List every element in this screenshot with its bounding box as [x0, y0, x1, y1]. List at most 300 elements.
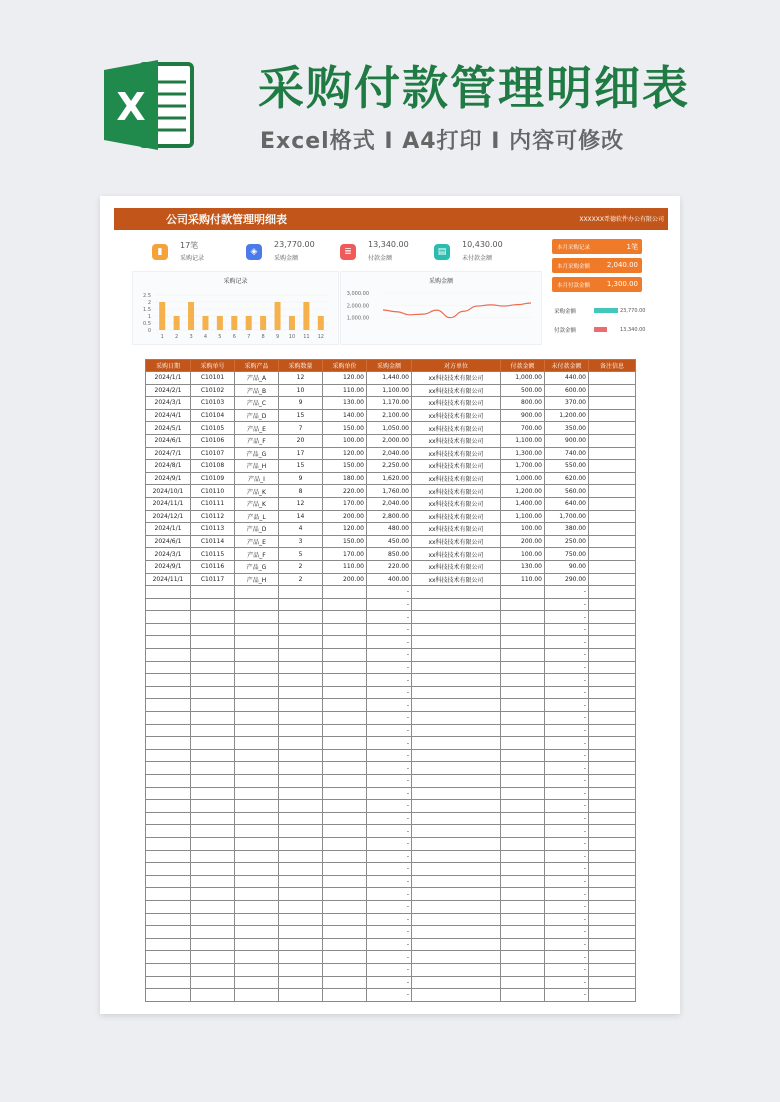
table-cell[interactable]: [279, 737, 323, 750]
table-cell[interactable]: -: [545, 850, 589, 863]
table-cell[interactable]: [146, 699, 191, 712]
table-cell[interactable]: [146, 863, 191, 876]
table-cell[interactable]: [589, 812, 636, 825]
table-cell[interactable]: [235, 775, 279, 788]
table-cell[interactable]: [412, 875, 501, 888]
table-cell[interactable]: 2024/5/1: [146, 422, 191, 435]
table-cell[interactable]: [501, 611, 545, 624]
table-cell[interactable]: C10111: [191, 497, 235, 510]
table-cell[interactable]: [589, 674, 636, 687]
table-cell[interactable]: [146, 900, 191, 913]
table-cell[interactable]: [146, 787, 191, 800]
table-cell[interactable]: 14: [279, 510, 323, 523]
table-cell[interactable]: 2024/10/1: [146, 485, 191, 498]
table-cell[interactable]: 8: [279, 485, 323, 498]
table-cell[interactable]: -: [367, 812, 412, 825]
table-cell[interactable]: [279, 611, 323, 624]
table-cell[interactable]: -: [367, 623, 412, 636]
table-cell[interactable]: 150.00: [323, 460, 367, 473]
table-cell[interactable]: [279, 951, 323, 964]
table-cell[interactable]: [146, 712, 191, 725]
table-cell[interactable]: [589, 913, 636, 926]
table-cell[interactable]: [146, 598, 191, 611]
table-cell[interactable]: [191, 900, 235, 913]
table-cell[interactable]: [235, 649, 279, 662]
table-cell[interactable]: -: [545, 963, 589, 976]
table-cell[interactable]: [191, 699, 235, 712]
table-cell[interactable]: [323, 938, 367, 951]
table-cell[interactable]: 700.00: [501, 422, 545, 435]
table-cell[interactable]: [589, 623, 636, 636]
table-cell[interactable]: 170.00: [323, 497, 367, 510]
table-cell[interactable]: [589, 989, 636, 1002]
table-cell[interactable]: [412, 724, 501, 737]
table-cell[interactable]: 900.00: [545, 434, 589, 447]
table-cell[interactable]: [589, 825, 636, 838]
table-cell[interactable]: [589, 372, 636, 385]
table-cell[interactable]: C10103: [191, 397, 235, 410]
table-cell[interactable]: -: [367, 749, 412, 762]
table-cell[interactable]: 350.00: [545, 422, 589, 435]
table-cell[interactable]: [589, 762, 636, 775]
table-cell[interactable]: 200.00: [323, 573, 367, 586]
table-cell[interactable]: -: [367, 900, 412, 913]
table-cell[interactable]: 150.00: [323, 535, 367, 548]
table-cell[interactable]: [412, 913, 501, 926]
table-cell[interactable]: [191, 749, 235, 762]
table-cell[interactable]: [501, 825, 545, 838]
table-cell[interactable]: C10117: [191, 573, 235, 586]
table-cell[interactable]: [412, 686, 501, 699]
table-cell[interactable]: -: [367, 649, 412, 662]
table-cell[interactable]: -: [367, 699, 412, 712]
table-cell[interactable]: 150.00: [323, 422, 367, 435]
table-cell[interactable]: [235, 863, 279, 876]
table-cell[interactable]: [589, 837, 636, 850]
table-cell[interactable]: -: [545, 989, 589, 1002]
table-cell[interactable]: 2024/12/1: [146, 510, 191, 523]
table-cell[interactable]: [279, 661, 323, 674]
table-cell[interactable]: -: [545, 900, 589, 913]
table-cell[interactable]: [589, 510, 636, 523]
table-cell[interactable]: [146, 875, 191, 888]
table-cell[interactable]: [191, 598, 235, 611]
table-cell[interactable]: [279, 586, 323, 599]
table-cell[interactable]: -: [367, 712, 412, 725]
table-cell[interactable]: [412, 699, 501, 712]
table-cell[interactable]: [146, 674, 191, 687]
table-cell[interactable]: [323, 586, 367, 599]
table-cell[interactable]: [323, 812, 367, 825]
table-cell[interactable]: 1,300.00: [501, 447, 545, 460]
table-cell[interactable]: -: [545, 888, 589, 901]
table-cell[interactable]: 1,620.00: [367, 472, 412, 485]
table-cell[interactable]: [191, 623, 235, 636]
table-cell[interactable]: [323, 888, 367, 901]
table-cell[interactable]: [146, 888, 191, 901]
table-cell[interactable]: xx科技技术有限公司: [412, 422, 501, 435]
table-cell[interactable]: [146, 649, 191, 662]
table-cell[interactable]: [323, 775, 367, 788]
table-cell[interactable]: [279, 976, 323, 989]
table-cell[interactable]: [412, 837, 501, 850]
table-cell[interactable]: [235, 623, 279, 636]
table-cell[interactable]: -: [367, 674, 412, 687]
table-cell[interactable]: [501, 598, 545, 611]
table-cell[interactable]: [235, 724, 279, 737]
table-cell[interactable]: [589, 649, 636, 662]
table-cell[interactable]: 130.00: [501, 560, 545, 573]
table-cell[interactable]: [323, 636, 367, 649]
table-cell[interactable]: [235, 699, 279, 712]
table-cell[interactable]: -: [545, 875, 589, 888]
table-cell[interactable]: -: [545, 951, 589, 964]
table-cell[interactable]: 90.00: [545, 560, 589, 573]
table-cell[interactable]: [279, 900, 323, 913]
table-cell[interactable]: [146, 989, 191, 1002]
table-cell[interactable]: [412, 661, 501, 674]
table-cell[interactable]: -: [367, 875, 412, 888]
table-cell[interactable]: [412, 850, 501, 863]
table-cell[interactable]: 2024/4/1: [146, 409, 191, 422]
table-cell[interactable]: [235, 850, 279, 863]
table-cell[interactable]: [412, 762, 501, 775]
table-cell[interactable]: 220.00: [323, 485, 367, 498]
table-cell[interactable]: C10115: [191, 548, 235, 561]
table-cell[interactable]: [235, 812, 279, 825]
table-cell[interactable]: 15: [279, 409, 323, 422]
table-cell[interactable]: 2024/9/1: [146, 472, 191, 485]
table-cell[interactable]: [501, 963, 545, 976]
table-cell[interactable]: [146, 926, 191, 939]
table-cell[interactable]: 290.00: [545, 573, 589, 586]
table-cell[interactable]: [146, 951, 191, 964]
table-cell[interactable]: 440.00: [545, 372, 589, 385]
table-cell[interactable]: -: [545, 749, 589, 762]
table-cell[interactable]: xx科技技术有限公司: [412, 497, 501, 510]
table-cell[interactable]: 1,100.00: [367, 384, 412, 397]
table-cell[interactable]: [589, 586, 636, 599]
table-cell[interactable]: xx科技技术有限公司: [412, 372, 501, 385]
table-cell[interactable]: [412, 749, 501, 762]
table-cell[interactable]: C10112: [191, 510, 235, 523]
table-cell[interactable]: 2: [279, 560, 323, 573]
table-cell[interactable]: 2024/7/1: [146, 447, 191, 460]
table-cell[interactable]: -: [545, 636, 589, 649]
table-cell[interactable]: 2: [279, 573, 323, 586]
table-cell[interactable]: [589, 611, 636, 624]
table-cell[interactable]: [323, 913, 367, 926]
table-cell[interactable]: 1,700.00: [501, 460, 545, 473]
table-cell[interactable]: 110.00: [323, 560, 367, 573]
table-cell[interactable]: [279, 875, 323, 888]
table-cell[interactable]: -: [545, 611, 589, 624]
table-cell[interactable]: [412, 636, 501, 649]
table-cell[interactable]: -: [367, 976, 412, 989]
table-cell[interactable]: [235, 989, 279, 1002]
table-cell[interactable]: [279, 888, 323, 901]
table-cell[interactable]: 9: [279, 472, 323, 485]
table-cell[interactable]: [146, 724, 191, 737]
table-cell[interactable]: [589, 598, 636, 611]
table-cell[interactable]: 5: [279, 548, 323, 561]
table-cell[interactable]: -: [367, 888, 412, 901]
table-cell[interactable]: [191, 875, 235, 888]
table-cell[interactable]: [589, 447, 636, 460]
table-cell[interactable]: xx科技技术有限公司: [412, 384, 501, 397]
table-cell[interactable]: [323, 623, 367, 636]
table-cell[interactable]: xx科技技术有限公司: [412, 485, 501, 498]
table-cell[interactable]: [279, 674, 323, 687]
table-cell[interactable]: -: [545, 926, 589, 939]
table-cell[interactable]: 2024/1/1: [146, 372, 191, 385]
table-cell[interactable]: [501, 623, 545, 636]
table-cell[interactable]: [191, 989, 235, 1002]
table-cell[interactable]: 1,000.00: [501, 472, 545, 485]
table-cell[interactable]: -: [545, 787, 589, 800]
table-cell[interactable]: -: [367, 586, 412, 599]
table-cell[interactable]: [501, 586, 545, 599]
table-cell[interactable]: [501, 649, 545, 662]
table-cell[interactable]: 2024/3/1: [146, 397, 191, 410]
table-cell[interactable]: [501, 900, 545, 913]
table-cell[interactable]: [146, 749, 191, 762]
table-cell[interactable]: 500.00: [501, 384, 545, 397]
table-cell[interactable]: [191, 976, 235, 989]
table-cell[interactable]: -: [545, 724, 589, 737]
table-cell[interactable]: -: [545, 598, 589, 611]
table-cell[interactable]: [501, 850, 545, 863]
table-cell[interactable]: 产品_K: [235, 497, 279, 510]
table-cell[interactable]: [501, 686, 545, 699]
table-cell[interactable]: C10107: [191, 447, 235, 460]
table-cell[interactable]: [412, 674, 501, 687]
table-cell[interactable]: [279, 800, 323, 813]
table-cell[interactable]: 产品_D: [235, 523, 279, 536]
table-cell[interactable]: [191, 913, 235, 926]
table-cell[interactable]: 1,170.00: [367, 397, 412, 410]
table-cell[interactable]: [589, 636, 636, 649]
table-cell[interactable]: [191, 712, 235, 725]
table-cell[interactable]: [279, 938, 323, 951]
table-cell[interactable]: 110.00: [501, 573, 545, 586]
table-cell[interactable]: [589, 422, 636, 435]
table-cell[interactable]: 800.00: [501, 397, 545, 410]
table-cell[interactable]: [589, 573, 636, 586]
table-cell[interactable]: 12: [279, 497, 323, 510]
table-cell[interactable]: 100.00: [323, 434, 367, 447]
table-cell[interactable]: 2,040.00: [367, 447, 412, 460]
table-cell[interactable]: [501, 775, 545, 788]
table-cell[interactable]: [501, 636, 545, 649]
table-cell[interactable]: [589, 434, 636, 447]
table-cell[interactable]: 产品_K: [235, 485, 279, 498]
table-cell[interactable]: [191, 850, 235, 863]
table-cell[interactable]: [589, 800, 636, 813]
table-cell[interactable]: [146, 800, 191, 813]
table-cell[interactable]: 产品_E: [235, 422, 279, 435]
table-cell[interactable]: [589, 900, 636, 913]
table-cell[interactable]: [146, 762, 191, 775]
table-cell[interactable]: [323, 837, 367, 850]
table-cell[interactable]: [589, 775, 636, 788]
table-cell[interactable]: [146, 623, 191, 636]
table-cell[interactable]: [279, 598, 323, 611]
table-cell[interactable]: [323, 598, 367, 611]
table-cell[interactable]: 4: [279, 523, 323, 536]
table-cell[interactable]: [323, 850, 367, 863]
table-cell[interactable]: [323, 762, 367, 775]
table-cell[interactable]: 2,250.00: [367, 460, 412, 473]
table-cell[interactable]: -: [367, 989, 412, 1002]
table-cell[interactable]: 2024/11/1: [146, 573, 191, 586]
table-cell[interactable]: 850.00: [367, 548, 412, 561]
table-cell[interactable]: -: [545, 649, 589, 662]
table-cell[interactable]: [323, 787, 367, 800]
table-cell[interactable]: [589, 535, 636, 548]
table-cell[interactable]: [501, 812, 545, 825]
table-cell[interactable]: -: [367, 686, 412, 699]
table-cell[interactable]: [501, 913, 545, 926]
table-cell[interactable]: 产品_G: [235, 447, 279, 460]
table-cell[interactable]: xx科技技术有限公司: [412, 472, 501, 485]
table-cell[interactable]: 110.00: [323, 384, 367, 397]
table-cell[interactable]: -: [545, 938, 589, 951]
table-cell[interactable]: [589, 951, 636, 964]
table-cell[interactable]: [589, 384, 636, 397]
table-cell[interactable]: [589, 686, 636, 699]
table-cell[interactable]: -: [367, 636, 412, 649]
table-cell[interactable]: [279, 837, 323, 850]
table-cell[interactable]: 1,440.00: [367, 372, 412, 385]
table-cell[interactable]: -: [545, 913, 589, 926]
table-cell[interactable]: C10101: [191, 372, 235, 385]
table-cell[interactable]: [191, 611, 235, 624]
table-cell[interactable]: -: [545, 674, 589, 687]
table-cell[interactable]: [323, 712, 367, 725]
table-cell[interactable]: [589, 497, 636, 510]
table-cell[interactable]: xx科技技术有限公司: [412, 434, 501, 447]
table-cell[interactable]: [501, 875, 545, 888]
table-cell[interactable]: -: [545, 863, 589, 876]
table-cell[interactable]: -: [367, 775, 412, 788]
table-cell[interactable]: [589, 749, 636, 762]
table-cell[interactable]: -: [367, 724, 412, 737]
table-cell[interactable]: [412, 926, 501, 939]
table-cell[interactable]: [191, 649, 235, 662]
table-cell[interactable]: [191, 686, 235, 699]
table-cell[interactable]: [412, 712, 501, 725]
table-cell[interactable]: -: [545, 712, 589, 725]
table-cell[interactable]: 130.00: [323, 397, 367, 410]
table-cell[interactable]: [235, 913, 279, 926]
table-cell[interactable]: 1,100.00: [501, 510, 545, 523]
table-cell[interactable]: [191, 586, 235, 599]
table-cell[interactable]: 产品_A: [235, 372, 279, 385]
table-cell[interactable]: [146, 938, 191, 951]
table-cell[interactable]: [235, 636, 279, 649]
table-cell[interactable]: [412, 611, 501, 624]
table-cell[interactable]: 370.00: [545, 397, 589, 410]
table-cell[interactable]: [323, 737, 367, 750]
table-cell[interactable]: -: [367, 951, 412, 964]
table-cell[interactable]: -: [367, 787, 412, 800]
table-cell[interactable]: xx科技技术有限公司: [412, 447, 501, 460]
table-cell[interactable]: -: [545, 775, 589, 788]
table-cell[interactable]: -: [545, 623, 589, 636]
table-cell[interactable]: [191, 888, 235, 901]
table-cell[interactable]: [589, 661, 636, 674]
table-cell[interactable]: [412, 951, 501, 964]
table-cell[interactable]: 120.00: [323, 372, 367, 385]
table-cell[interactable]: -: [545, 699, 589, 712]
table-cell[interactable]: [146, 661, 191, 674]
table-cell[interactable]: [501, 699, 545, 712]
table-cell[interactable]: 17: [279, 447, 323, 460]
table-cell[interactable]: [589, 485, 636, 498]
table-cell[interactable]: [589, 737, 636, 750]
table-cell[interactable]: 产品_H: [235, 460, 279, 473]
table-cell[interactable]: 7: [279, 422, 323, 435]
table-cell[interactable]: 产品_D: [235, 409, 279, 422]
table-cell[interactable]: [323, 926, 367, 939]
table-cell[interactable]: [501, 724, 545, 737]
table-cell[interactable]: 900.00: [501, 409, 545, 422]
table-cell[interactable]: 15: [279, 460, 323, 473]
table-cell[interactable]: [191, 951, 235, 964]
table-cell[interactable]: [146, 611, 191, 624]
table-cell[interactable]: -: [545, 661, 589, 674]
table-cell[interactable]: [191, 661, 235, 674]
table-cell[interactable]: [191, 636, 235, 649]
table-cell[interactable]: -: [545, 812, 589, 825]
table-cell[interactable]: 产品_B: [235, 384, 279, 397]
table-cell[interactable]: -: [367, 926, 412, 939]
table-cell[interactable]: -: [367, 963, 412, 976]
table-cell[interactable]: [279, 913, 323, 926]
table-cell[interactable]: [323, 649, 367, 662]
table-cell[interactable]: [412, 800, 501, 813]
table-cell[interactable]: [501, 938, 545, 951]
table-cell[interactable]: -: [367, 800, 412, 813]
table-cell[interactable]: [501, 863, 545, 876]
table-cell[interactable]: [146, 586, 191, 599]
table-cell[interactable]: [589, 938, 636, 951]
table-cell[interactable]: xx科技技术有限公司: [412, 560, 501, 573]
table-cell[interactable]: xx科技技术有限公司: [412, 460, 501, 473]
table-cell[interactable]: 2,000.00: [367, 434, 412, 447]
table-cell[interactable]: [589, 548, 636, 561]
table-cell[interactable]: 380.00: [545, 523, 589, 536]
table-cell[interactable]: -: [367, 661, 412, 674]
table-cell[interactable]: [412, 938, 501, 951]
table-cell[interactable]: [589, 472, 636, 485]
table-cell[interactable]: 120.00: [323, 523, 367, 536]
table-cell[interactable]: -: [545, 976, 589, 989]
table-cell[interactable]: [589, 963, 636, 976]
table-cell[interactable]: [501, 787, 545, 800]
table-cell[interactable]: [323, 699, 367, 712]
table-cell[interactable]: [146, 850, 191, 863]
table-cell[interactable]: [191, 787, 235, 800]
table-cell[interactable]: 2024/11/1: [146, 497, 191, 510]
table-cell[interactable]: [412, 586, 501, 599]
table-cell[interactable]: [501, 926, 545, 939]
table-cell[interactable]: xx科技技术有限公司: [412, 523, 501, 536]
table-cell[interactable]: 20: [279, 434, 323, 447]
table-cell[interactable]: 产品_F: [235, 548, 279, 561]
table-cell[interactable]: [279, 787, 323, 800]
